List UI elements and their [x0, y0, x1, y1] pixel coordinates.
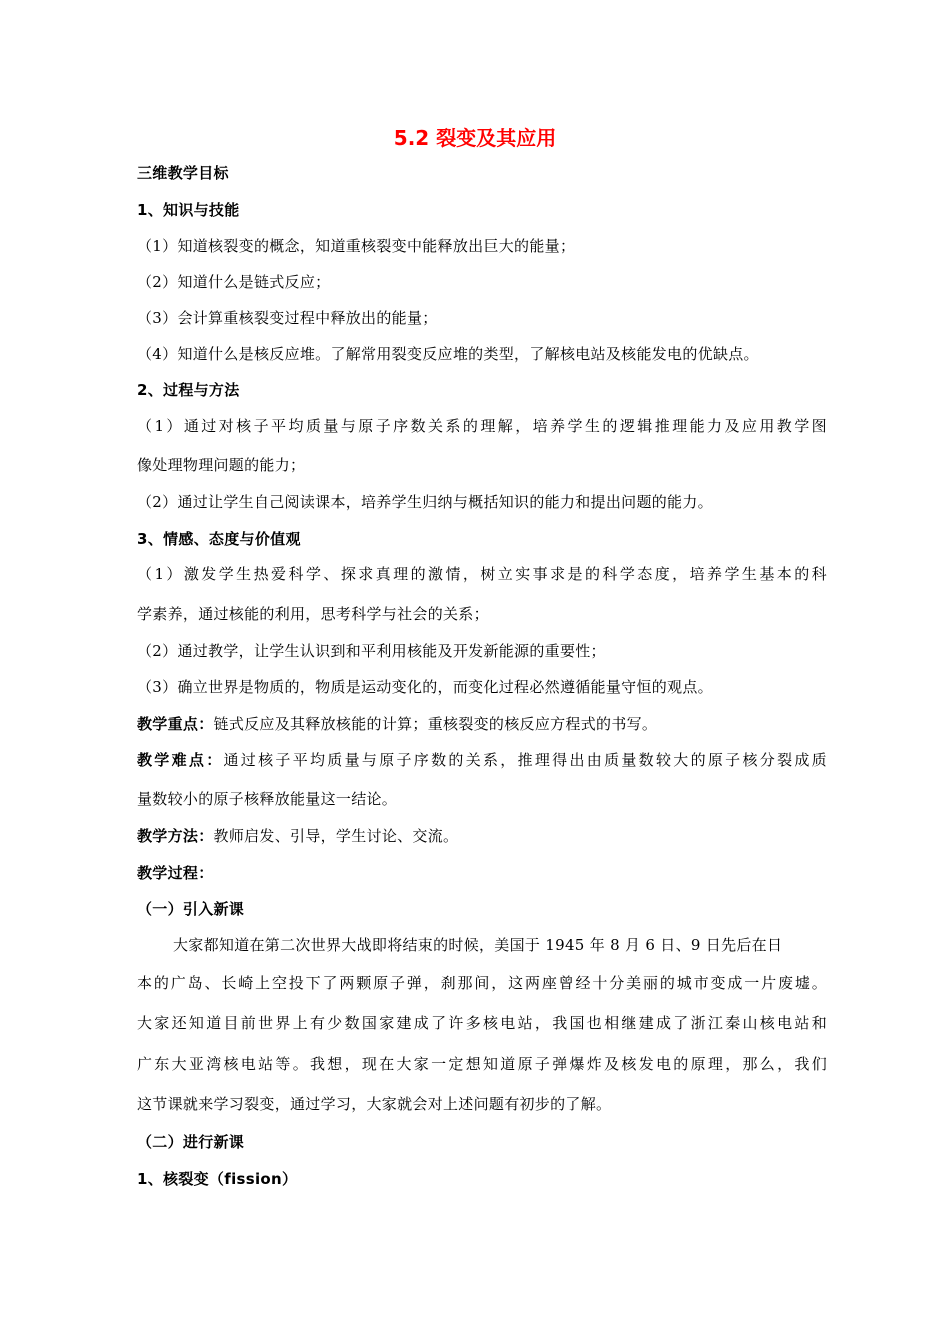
difficulty-line-2: 量数较小的原子核释放能量这一结论。 — [137, 790, 398, 808]
values-item-1-line-2: 学素养，通过核能的利用，思考科学与社会的关系； — [137, 605, 489, 623]
intro-paragraph-line-1: 大家都知道在第二次世界大战即将结束的时候，美国于 1945 年 8 月 6 日、9 日先后在日 — [173, 936, 783, 954]
key-points-text: 链式反应及其释放核能的计算；重核裂变的核反应方程式的书写。 — [213, 715, 658, 733]
knowledge-skills-heading: 1、知识与技能 — [137, 201, 240, 219]
process-method-heading: 2、过程与方法 — [137, 381, 240, 399]
knowledge-item-2: （2）知道什么是链式反应； — [137, 273, 331, 291]
process-item-1-line-2: 像处理物理问题的能力； — [137, 456, 306, 474]
values-item-1-line-1: （1）激发学生热爱科学、探求真理的激情，树立实事求是的科学态度，培养学生基本的科 — [137, 565, 827, 583]
fission-heading: 1、核裂变（fission） — [137, 1170, 298, 1188]
part-2-heading: （二）进行新课 — [137, 1133, 245, 1151]
method-text: 教师启发、引导，学生讨论、交流。 — [213, 827, 459, 845]
values-item-2: （2）通过教学，让学生认识到和平利用核能及开发新能源的重要性； — [137, 642, 606, 660]
intro-paragraph-line-4: 广东大亚湾核电站等。我想，现在大家一定想知道原子弹爆炸及核发电的原理，那么，我们 — [137, 1055, 827, 1073]
teaching-process-heading: 教学过程： — [137, 864, 214, 882]
process-item-1-line-1: （1）通过对核子平均质量与原子序数关系的理解，培养学生的逻辑推理能力及应用教学图 — [137, 417, 827, 435]
intro-paragraph-line-2: 本的广岛、长崎上空投下了两颗原子弹，刹那间，这两座曾经十分美丽的城市变成一片废墟。 — [137, 974, 827, 992]
part-1-heading: （一）引入新课 — [137, 900, 245, 918]
difficulty-text-1: 通过核子平均质量与原子序数的关系，推理得出由质量数较大的原子核分裂成质 — [223, 751, 827, 769]
values-item-3: （3）确立世界是物质的，物质是运动变化的，而变化过程必然遵循能量守恒的观点。 — [137, 678, 713, 696]
intro-paragraph-line-5: 这节课就来学习裂变，通过学习，大家就会对上述问题有初步的了解。 — [137, 1095, 612, 1113]
page-title: 5.2 裂变及其应用 — [393, 126, 557, 150]
intro-paragraph-line-3: 大家还知道目前世界上有少数国家建成了许多核电站，我国也相继建成了浙江秦山核电站和 — [137, 1014, 827, 1032]
goals-heading: 三维教学目标 — [137, 164, 229, 182]
knowledge-item-1: （1）知道核裂变的概念，知道重核裂变中能释放出巨大的能量； — [137, 237, 576, 255]
method-label: 教学方法： — [137, 827, 214, 845]
difficulty-label: 教学难点： — [137, 751, 224, 769]
values-heading: 3、情感、态度与价值观 — [137, 530, 301, 548]
key-points-label: 教学重点： — [137, 715, 214, 733]
teaching-method — [137, 825, 827, 847]
knowledge-item-3: （3）会计算重核裂变过程中释放出的能量； — [137, 309, 438, 327]
difficulty-line-1 — [137, 749, 827, 771]
process-item-2: （2）通过让学生自己阅读课本，培养学生归纳与概括知识的能力和提出问题的能力。 — [137, 493, 713, 511]
knowledge-item-4: （4）知道什么是核反应堆。了解常用裂变反应堆的类型，了解核电站及核能发电的优缺点。 — [137, 345, 759, 363]
key-points — [137, 713, 827, 735]
